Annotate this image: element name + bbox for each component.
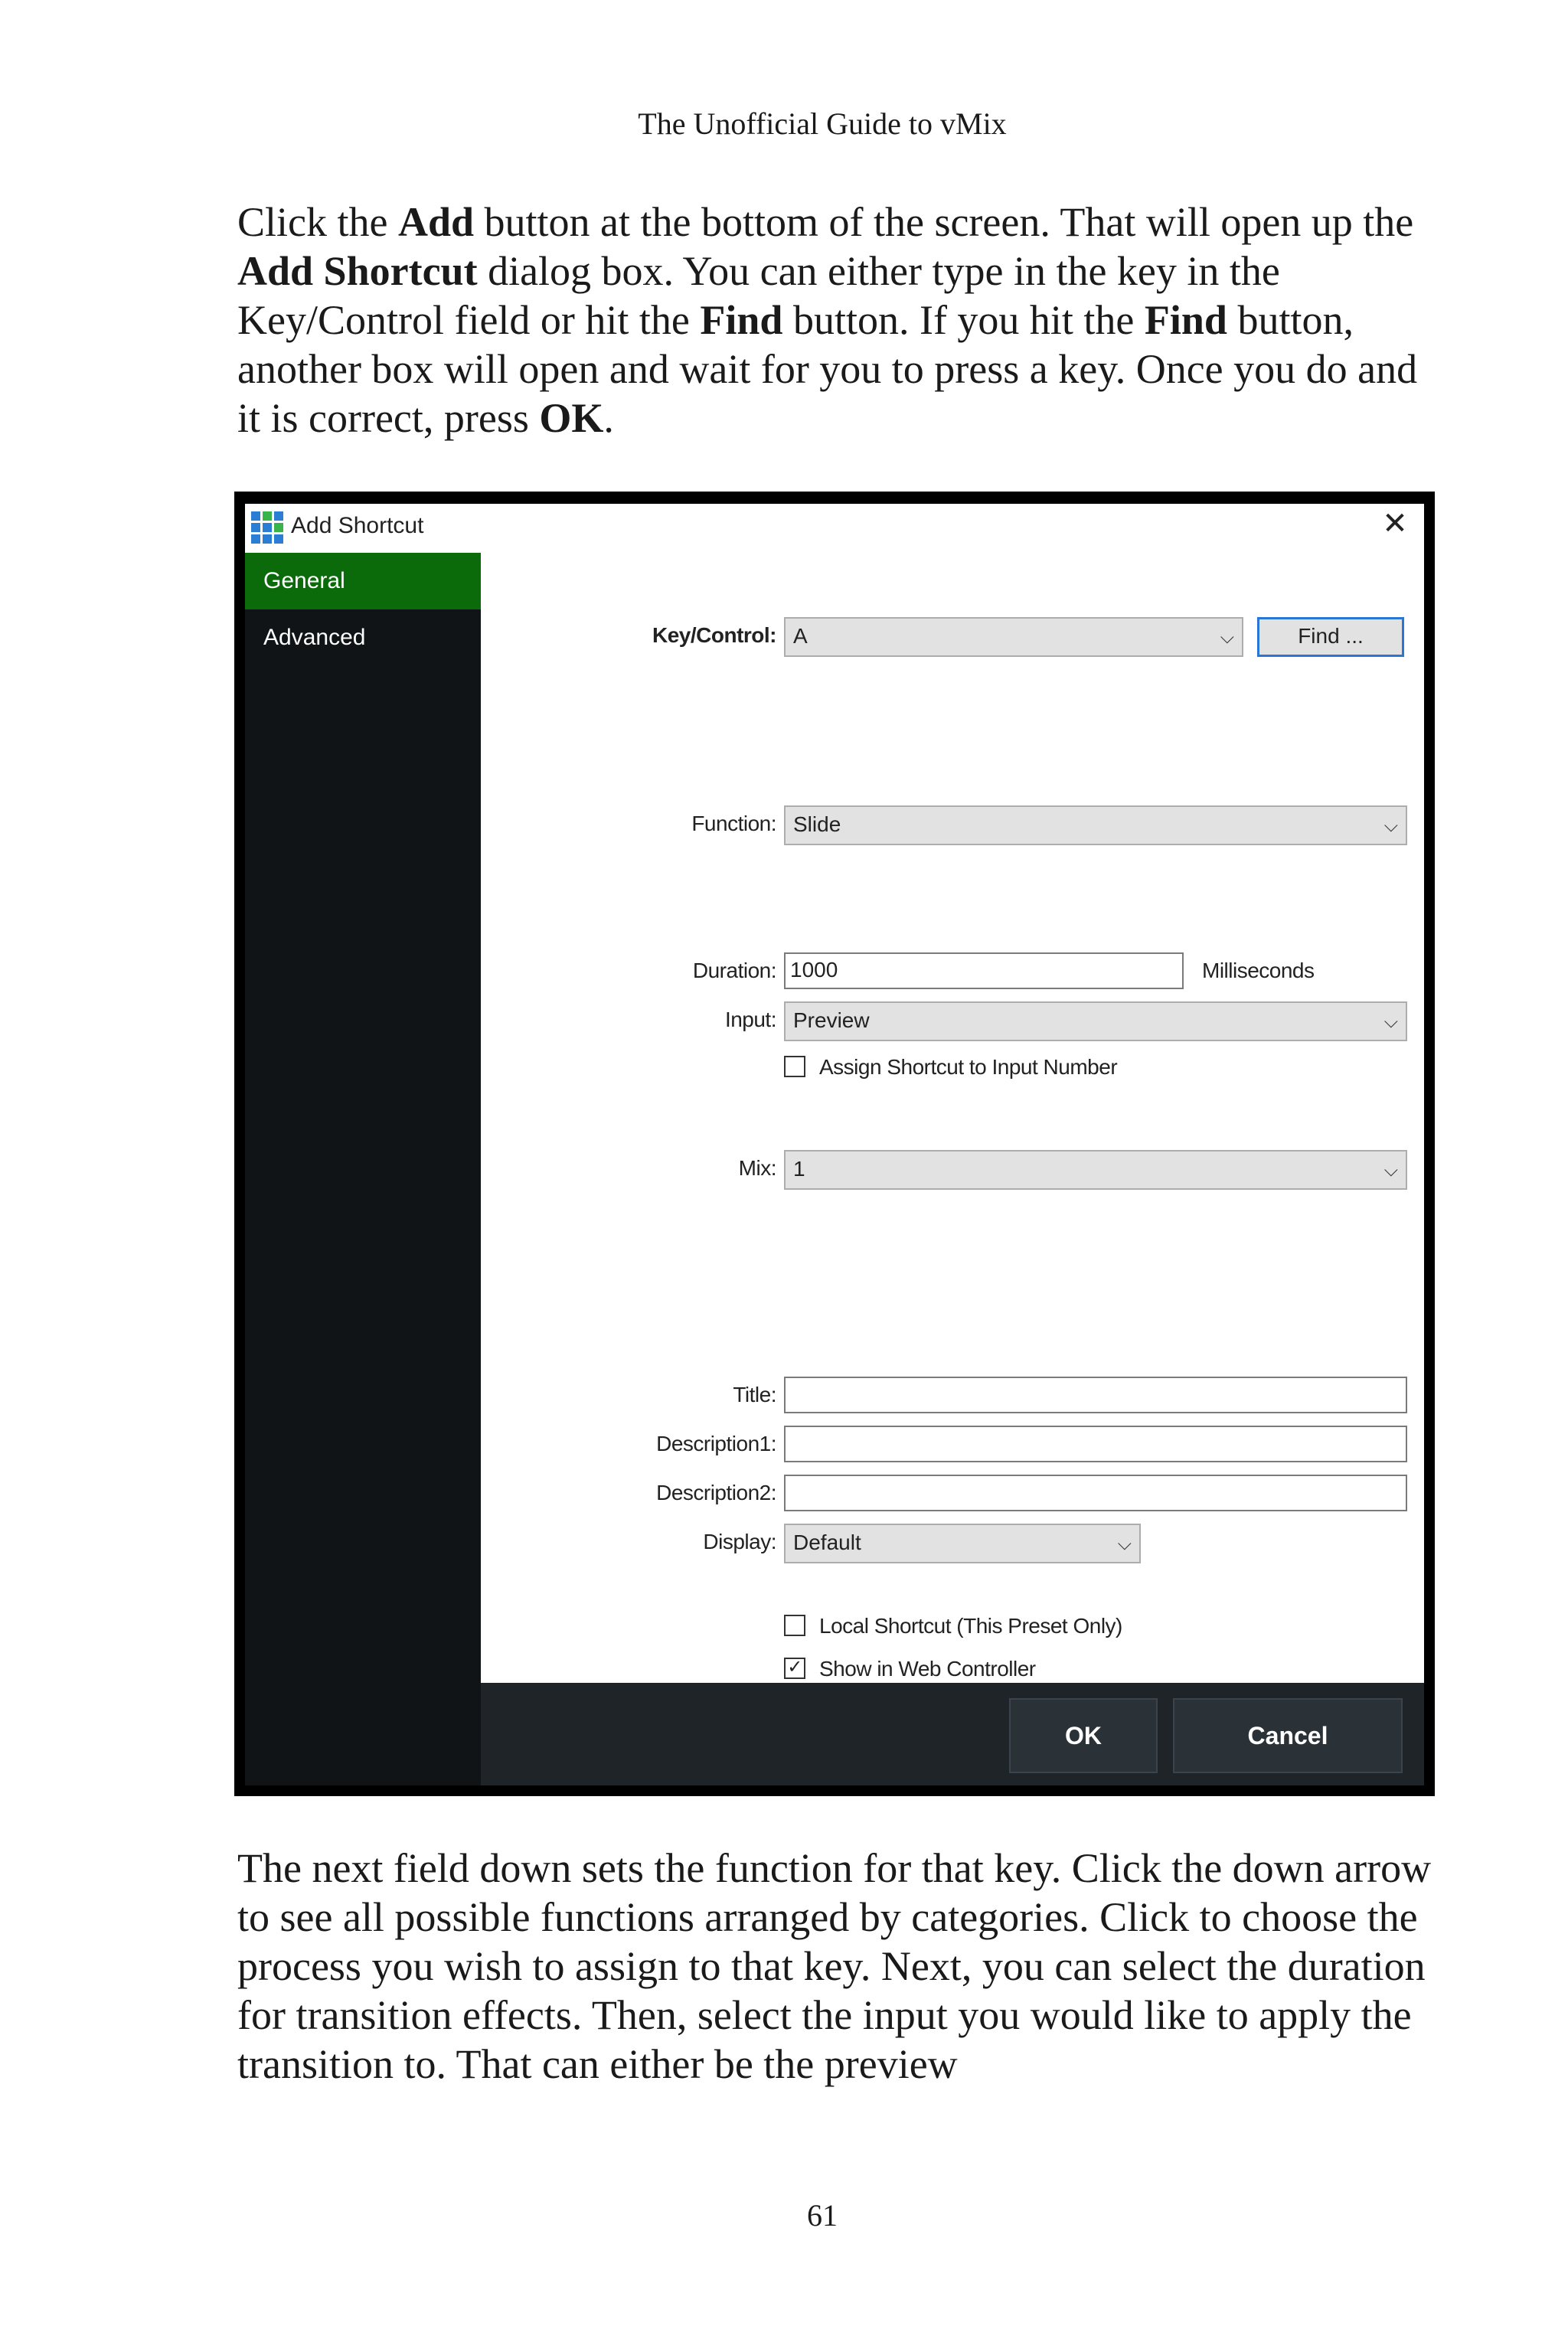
input-dropdown[interactable]	[784, 1001, 1407, 1041]
description2-input[interactable]	[784, 1475, 1407, 1511]
para1-text: button at the bottom of the screen. That will open up the	[474, 199, 1414, 245]
assign-input-number-checkbox-row[interactable]	[784, 1055, 1117, 1080]
add-shortcut-dialog	[245, 504, 1424, 1785]
find-button[interactable]: Find ...	[1257, 617, 1404, 657]
function-dropdown[interactable]	[784, 805, 1407, 845]
running-head: The Unofficial Guide to vMix	[638, 106, 1007, 141]
page-number: 61	[807, 2198, 838, 2233]
display-value: Default	[793, 1530, 861, 1554]
description2-label: Description2:	[656, 1481, 776, 1504]
assign-input-number-checkbox[interactable]	[784, 1056, 805, 1077]
key-control-label: Key/Control:	[652, 623, 776, 647]
close-icon[interactable]: ✕	[1382, 507, 1408, 541]
title-label: Title:	[733, 1383, 776, 1406]
input-label: Input:	[724, 1008, 776, 1031]
chevron-down-icon: ⌵	[1383, 1011, 1398, 1032]
title-input[interactable]	[784, 1377, 1407, 1413]
duration-label: Duration:	[692, 959, 776, 982]
show-in-web-controller-label: Show in Web Controller	[819, 1657, 1036, 1681]
screenshot-frame	[234, 492, 1435, 1796]
local-shortcut-checkbox[interactable]	[784, 1615, 805, 1636]
paragraph-intro	[237, 198, 1432, 443]
assign-input-number-label: Assign Shortcut to Input Number	[819, 1055, 1118, 1079]
display-label: Display:	[703, 1530, 776, 1553]
para1-text: button. If you hit the	[782, 297, 1145, 343]
para1-text: Click the	[237, 199, 398, 245]
para1-bold-ok: OK	[539, 395, 604, 441]
sidebar	[245, 553, 481, 1785]
key-control-value: A	[793, 624, 808, 648]
sidebar-item-advanced[interactable]: Advanced	[263, 625, 366, 650]
mix-value: 1	[793, 1157, 805, 1181]
description1-label: Description1:	[656, 1432, 776, 1455]
dialog-title: Add Shortcut	[291, 513, 424, 538]
para1-bold-add-shortcut: Add Shortcut	[237, 248, 478, 294]
local-shortcut-label: Local Shortcut (This Preset Only)	[819, 1614, 1122, 1638]
chevron-down-icon: ⌵	[1117, 1534, 1132, 1554]
display-dropdown[interactable]	[784, 1524, 1141, 1563]
para1-bold-find: Find	[1144, 297, 1227, 343]
para1-bold-find: Find	[700, 297, 783, 343]
duration-unit: Milliseconds	[1202, 959, 1315, 982]
show-in-web-controller-checkbox[interactable]: ✓	[784, 1658, 805, 1679]
chevron-down-icon: ⌵	[1383, 815, 1398, 836]
show-in-web-controller-checkbox-row[interactable]	[784, 1657, 1036, 1681]
title-bar	[245, 504, 1424, 553]
cancel-button[interactable]: Cancel	[1173, 1698, 1403, 1773]
para1-text: dialog box. You can either type in the key in the Key/Control field or hit the	[237, 248, 1280, 343]
mix-label: Mix:	[738, 1156, 776, 1180]
function-label: Function:	[691, 812, 776, 835]
vmix-app-icon	[251, 511, 283, 544]
para1-text: .	[603, 395, 614, 441]
ok-button[interactable]: OK	[1009, 1698, 1158, 1773]
paragraph-function: The next field down sets the function for that key. Click the down arrow to see all possible functions arranged by categories. Click to choose the process you wish to assign to that key. Next, you can select the duration for transition effects. Then, select the input you would like to apply the transition to. That can either be the preview	[237, 1845, 1432, 2087]
function-value: Slide	[793, 812, 841, 836]
mix-dropdown[interactable]	[784, 1150, 1407, 1190]
chevron-down-icon: ⌵	[1220, 627, 1234, 648]
general-panel	[481, 553, 1424, 1732]
duration-input[interactable]: 1000	[784, 952, 1184, 989]
key-control-dropdown[interactable]	[784, 617, 1243, 657]
local-shortcut-checkbox-row[interactable]	[784, 1614, 1122, 1638]
input-value: Preview	[793, 1008, 870, 1032]
para1-text: button, another box will open and wait for you to press a key. Once you do and it is correct, press	[237, 297, 1418, 441]
dialog-footer	[481, 1683, 1424, 1785]
description1-input[interactable]	[784, 1426, 1407, 1462]
para1-bold-add: Add	[397, 199, 475, 245]
chevron-down-icon: ⌵	[1383, 1160, 1398, 1181]
sidebar-item-general[interactable]: General	[245, 553, 481, 609]
